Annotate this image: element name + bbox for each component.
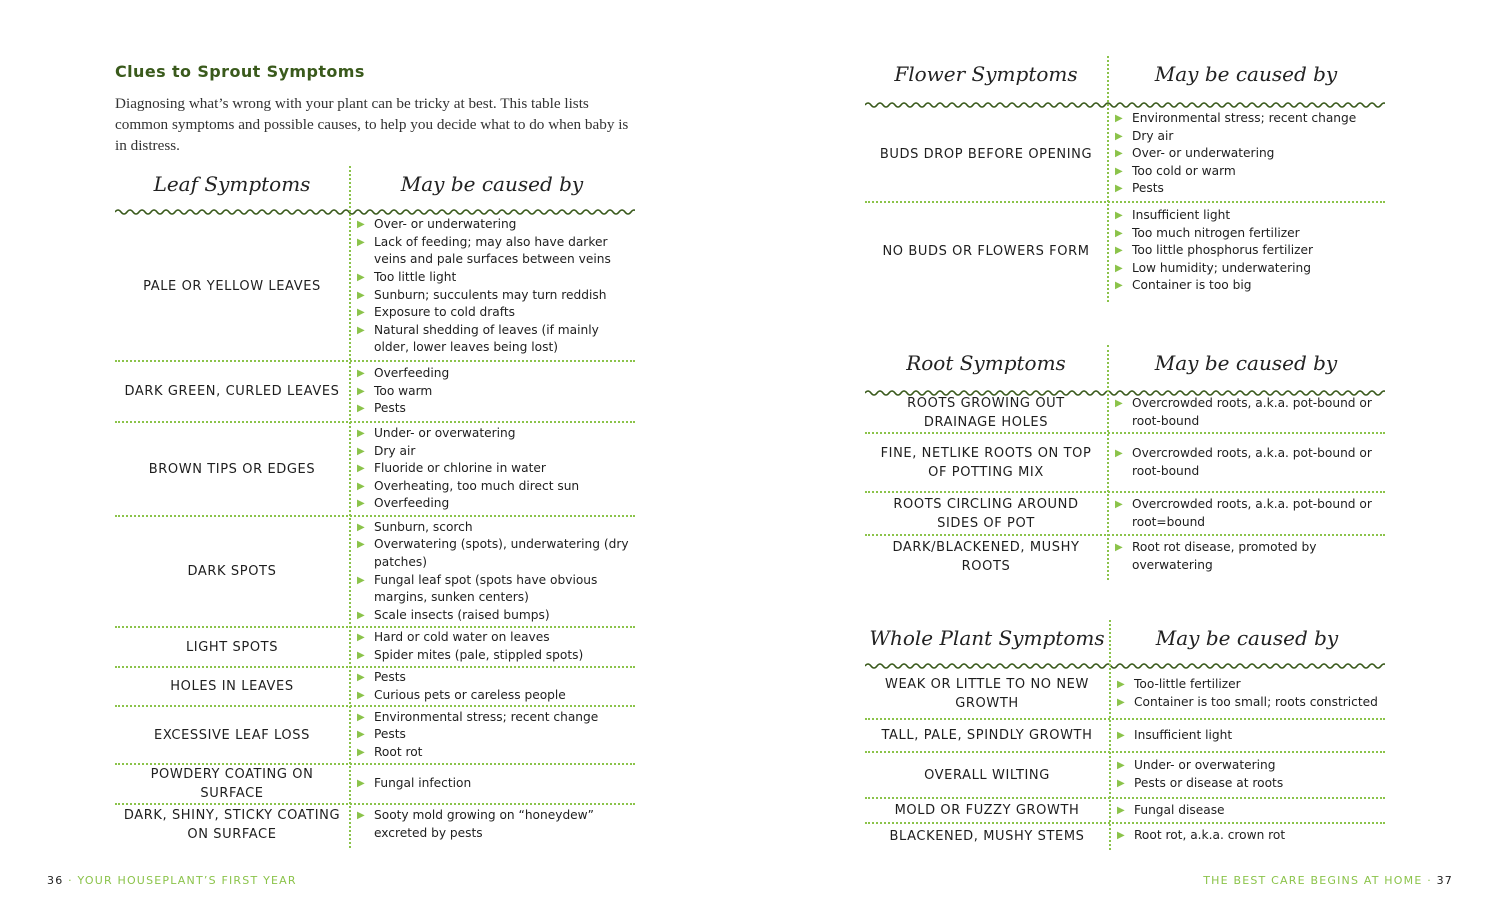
cause-text: Overheating, too much direct sun <box>374 478 580 493</box>
list-item <box>1111 242 1381 260</box>
cause-text: Insufficient light <box>1134 727 1233 742</box>
list-item <box>353 383 631 401</box>
triangle-bullet-icon: ▶ <box>1115 447 1123 459</box>
list-item <box>353 287 631 305</box>
symptom-label: ROOTS GROWING OUT DRAINAGE HOLES <box>907 396 1065 430</box>
triangle-bullet-icon: ▶ <box>1117 678 1125 690</box>
symptom-label: LIGHT SPOTS <box>185 639 279 655</box>
cause-text: Too-little fertilizer <box>1134 676 1241 691</box>
symptom-label: BUDS DROP BEFORE OPENING <box>879 146 1093 162</box>
page-title: Clues to Sprout Symptoms <box>115 62 365 81</box>
cause-text: Natural shedding of leaves (if mainly older, lower leaves being lost) <box>374 322 599 355</box>
list-item <box>1111 496 1381 531</box>
symptom-label: DARK/BLACKENED, MUSHY ROOTS <box>892 539 1080 574</box>
symptom-label: DARK SPOTS <box>187 564 277 579</box>
list-item <box>353 726 631 744</box>
triangle-bullet-icon: ▶ <box>357 480 365 492</box>
column-divider <box>349 166 351 848</box>
cause-list <box>1113 668 1381 719</box>
triangle-bullet-icon: ▶ <box>1117 696 1125 708</box>
triangle-bullet-icon: ▶ <box>357 324 365 336</box>
cause-text: Overcrowded roots, a.k.a. pot-bound or root-bound <box>1132 445 1372 478</box>
table-header-cause: May be caused by <box>1155 626 1339 650</box>
page-number-left: 36 <box>47 874 64 887</box>
cause-list <box>353 516 631 627</box>
list-item <box>353 536 631 571</box>
list-item <box>1113 727 1381 745</box>
triangle-bullet-icon: ▶ <box>357 445 365 457</box>
cause-list <box>1113 798 1381 823</box>
cause-text: Pests <box>1132 181 1164 196</box>
list-item <box>353 607 631 625</box>
symptom-label: HOLES IN LEAVES <box>170 679 294 694</box>
triangle-bullet-icon: ▶ <box>357 521 365 533</box>
cause-list <box>353 804 631 846</box>
triangle-bullet-icon: ▶ <box>357 632 365 644</box>
cause-text: Under- or overwatering <box>1134 758 1276 773</box>
triangle-bullet-icon: ▶ <box>357 778 365 790</box>
cause-list <box>1113 719 1381 752</box>
triangle-bullet-icon: ▶ <box>1117 729 1125 741</box>
table-header-cause: May be caused by <box>1154 351 1338 375</box>
list-item <box>1113 827 1381 845</box>
cause-text: Curious pets or careless people <box>374 687 566 702</box>
triangle-bullet-icon: ▶ <box>357 729 365 741</box>
cause-text: Under- or overwatering <box>374 426 516 441</box>
cause-text: Too little light <box>374 269 457 284</box>
triangle-bullet-icon: ▶ <box>1115 165 1123 177</box>
triangle-bullet-icon: ▶ <box>1115 113 1123 125</box>
list-item <box>1113 775 1381 793</box>
cause-text: Overcrowded roots, a.k.a. pot-bound or root-bound <box>1132 396 1372 428</box>
cause-text: Exposure to cold drafts <box>374 305 515 320</box>
triangle-bullet-icon: ▶ <box>1117 778 1125 789</box>
triangle-bullet-icon: ▶ <box>1115 245 1123 257</box>
triangle-bullet-icon: ▶ <box>1117 804 1125 816</box>
cause-list <box>1111 492 1381 535</box>
triangle-bullet-icon: ▶ <box>357 368 365 380</box>
cause-text: Insufficient light <box>1132 208 1231 223</box>
cause-text: Too cold or warm <box>1132 163 1236 178</box>
triangle-bullet-icon: ▶ <box>357 307 365 319</box>
triangle-bullet-icon: ▶ <box>1115 541 1123 553</box>
cause-list <box>1113 752 1381 798</box>
cause-text: Dry air <box>1132 128 1174 143</box>
symptom-label: WEAK OR LITTLE TO NO NEW GROWTH <box>885 676 1089 711</box>
cause-text: Sunburn; succulents may turn reddish <box>374 287 607 302</box>
cause-text: Pests or disease at roots <box>1134 776 1284 790</box>
symptom-label: POWDERY COATING ON SURFACE <box>150 767 314 801</box>
cause-text: Container is too big <box>1132 278 1252 293</box>
list-item <box>353 460 631 478</box>
list-item <box>353 709 631 727</box>
list-item <box>353 400 631 418</box>
triangle-bullet-icon: ▶ <box>357 539 365 551</box>
cause-list <box>353 212 631 361</box>
list-item <box>353 669 631 687</box>
list-item <box>353 478 631 496</box>
cause-text: Too warm <box>374 383 433 398</box>
triangle-bullet-icon: ▶ <box>1117 760 1125 772</box>
list-item <box>1111 145 1381 163</box>
cause-text: Dry air <box>374 443 416 458</box>
list-item <box>353 629 631 647</box>
triangle-bullet-icon: ▶ <box>357 671 365 683</box>
column-divider <box>1107 345 1109 580</box>
symptom-label: DARK, SHINY, STICKY COATING ON SURFACE <box>123 808 341 842</box>
symptom-label: DARK GREEN, CURLED LEAVES <box>124 384 340 399</box>
triangle-bullet-icon: ▶ <box>1115 398 1123 410</box>
cause-text: Over- or underwatering <box>374 217 517 232</box>
running-head-left: YOUR HOUSEPLANT’S FIRST YEAR <box>77 874 297 887</box>
list-item <box>1111 207 1381 225</box>
symptom-label: TALL, PALE, SPINDLY GROWTH <box>881 728 1093 743</box>
intro-paragraph: Diagnosing what’s wrong with your plant can be tricky at best. This table lists common symptoms and possible causes, to help you decide what to do when baby is in distress. <box>115 95 629 154</box>
cause-text: Overfeeding <box>374 496 450 511</box>
list-item <box>353 365 631 383</box>
cause-text: Root rot <box>374 744 423 759</box>
triangle-bullet-icon: ▶ <box>357 403 365 415</box>
cause-text: Scale insects (raised bumps) <box>374 607 550 622</box>
triangle-bullet-icon: ▶ <box>1117 830 1125 842</box>
cause-text: Lack of feeding; may also have darker veins and pale surfaces between veins <box>374 234 611 267</box>
symptom-label: BROWN TIPS OR EDGES <box>148 461 316 477</box>
cause-list <box>1111 106 1381 202</box>
triangle-bullet-icon: ▶ <box>357 609 365 621</box>
list-item <box>353 216 631 234</box>
list-item <box>1111 225 1381 243</box>
triangle-bullet-icon: ▶ <box>357 810 365 822</box>
footer-left <box>47 874 297 887</box>
triangle-bullet-icon: ▶ <box>357 746 365 758</box>
cause-text: Container is too small; roots constricted <box>1134 694 1378 709</box>
cause-text: Sunburn, scorch <box>374 519 473 534</box>
table-header-cause: May be caused by <box>1154 62 1338 86</box>
triangle-bullet-icon: ▶ <box>357 289 365 301</box>
list-item <box>1111 395 1381 430</box>
list-item <box>353 647 631 665</box>
list-item <box>353 269 631 287</box>
cause-text: Fungal disease <box>1134 802 1225 817</box>
table-header-symptom: Whole Plant Symptoms <box>869 626 1105 650</box>
symptom-label: NO BUDS OR FLOWERS FORM <box>882 243 1090 259</box>
triangle-bullet-icon: ▶ <box>1115 262 1123 274</box>
list-item <box>353 425 631 443</box>
page-number-right: 37 <box>1436 874 1453 887</box>
list-item <box>1113 757 1381 775</box>
list-item <box>1111 539 1381 574</box>
list-item <box>1111 163 1381 181</box>
cause-list <box>1111 535 1381 578</box>
cause-text: Hard or cold water on leaves <box>374 630 550 645</box>
cause-text: Pests <box>374 727 406 742</box>
triangle-bullet-icon: ▶ <box>1115 498 1123 510</box>
cause-list <box>353 667 631 706</box>
table-header-cause: May be caused by <box>400 172 584 196</box>
cause-text: Spider mites (pale, stippled spots) <box>374 648 584 662</box>
triangle-bullet-icon: ▶ <box>357 219 365 231</box>
triangle-bullet-icon: ▶ <box>1115 183 1123 195</box>
column-divider <box>1109 620 1111 850</box>
triangle-bullet-icon: ▶ <box>1115 210 1123 222</box>
cause-text: Environmental stress; recent change <box>374 709 599 724</box>
list-item <box>353 775 631 793</box>
list-item <box>1111 128 1381 146</box>
cause-text: Root rot disease, promoted by overwatering <box>1132 539 1317 572</box>
triangle-bullet-icon: ▶ <box>1115 280 1123 292</box>
symptom-label: OVERALL WILTING <box>924 767 1050 783</box>
symptom-label: PALE OR YELLOW LEAVES <box>143 279 321 294</box>
running-head-right: THE BEST CARE BEGINS AT HOME <box>1203 874 1423 887</box>
list-item <box>1111 445 1381 480</box>
list-item <box>1111 180 1381 198</box>
list-item <box>353 519 631 537</box>
cause-text: Root rot, a.k.a. crown rot <box>1134 828 1286 843</box>
symptom-label: BLACKENED, MUSHY STEMS <box>889 828 1085 844</box>
triangle-bullet-icon: ▶ <box>357 498 365 510</box>
triangle-bullet-icon: ▶ <box>357 711 365 723</box>
cause-text: Overwatering (spots), underwatering (dry patches) <box>374 537 629 569</box>
list-item <box>353 304 631 322</box>
list-item <box>353 744 631 762</box>
triangle-bullet-icon: ▶ <box>357 574 365 586</box>
table-header-symptom: Flower Symptoms <box>894 62 1078 86</box>
triangle-bullet-icon: ▶ <box>1115 130 1123 142</box>
cause-text: Too little phosphorus fertilizer <box>1132 243 1314 258</box>
cause-text: Fluoride or chlorine in water <box>374 461 546 476</box>
triangle-bullet-icon: ▶ <box>357 236 365 248</box>
cause-text: Pests <box>374 401 406 416</box>
symptom-label: EXCESSIVE LEAF LOSS <box>154 727 310 743</box>
list-item <box>353 687 631 705</box>
list-item <box>353 572 631 607</box>
cause-list <box>353 422 631 516</box>
list-item <box>1111 110 1381 128</box>
footer-separator: · <box>1427 874 1432 887</box>
cause-text: Over- or underwatering <box>1132 146 1275 161</box>
cause-text: Sooty mold growing on “honeydew” excreted by pests <box>374 808 594 840</box>
list-item <box>1111 260 1381 278</box>
cause-text: Low humidity; underwatering <box>1132 260 1311 275</box>
triangle-bullet-icon: ▶ <box>357 463 365 475</box>
triangle-bullet-icon: ▶ <box>357 689 365 701</box>
triangle-bullet-icon: ▶ <box>357 650 365 661</box>
cause-list <box>353 764 631 804</box>
list-item <box>353 807 631 842</box>
list-item <box>353 443 631 461</box>
triangle-bullet-icon: ▶ <box>357 428 365 440</box>
list-item <box>353 322 631 357</box>
cause-list <box>1111 393 1381 433</box>
cause-text: Environmental stress; recent change <box>1132 111 1357 126</box>
cause-text: Fungal leaf spot (spots have obvious margins, sunken centers) <box>374 572 598 605</box>
triangle-bullet-icon: ▶ <box>1115 227 1123 239</box>
list-item <box>353 234 631 269</box>
footer-separator: · <box>68 874 73 887</box>
cause-text: Overcrowded roots, a.k.a. pot-bound or root=bound <box>1132 496 1372 529</box>
footer-right <box>1203 874 1453 887</box>
triangle-bullet-icon: ▶ <box>357 271 365 283</box>
symptom-label: MOLD OR FUZZY GROWTH <box>894 803 1080 818</box>
list-item <box>1113 802 1381 820</box>
table-header-symptom: Leaf Symptoms <box>153 172 311 196</box>
list-item <box>353 495 631 513</box>
cause-text: Too much nitrogen fertilizer <box>1132 225 1300 240</box>
list-item <box>1111 277 1381 295</box>
cause-list <box>1111 202 1381 300</box>
cause-list <box>353 627 631 667</box>
cause-list <box>1111 433 1381 492</box>
symptom-label: ROOTS CIRCLING AROUND SIDES OF POT <box>893 496 1079 531</box>
cause-text: Fungal infection <box>374 776 472 791</box>
triangle-bullet-icon: ▶ <box>357 385 365 397</box>
table-header-symptom: Root Symptoms <box>906 351 1066 375</box>
cause-list <box>1113 823 1381 849</box>
list-item <box>1113 694 1381 712</box>
cause-text: Pests <box>374 669 406 684</box>
symptom-label: FINE, NETLIKE ROOTS ON TOP OF POTTING MIX <box>880 445 1092 480</box>
cause-list <box>353 361 631 422</box>
cause-text: Overfeeding <box>374 366 450 381</box>
list-item <box>1113 676 1381 694</box>
triangle-bullet-icon: ▶ <box>1115 148 1123 160</box>
cause-list <box>353 706 631 764</box>
column-divider <box>1107 56 1109 302</box>
